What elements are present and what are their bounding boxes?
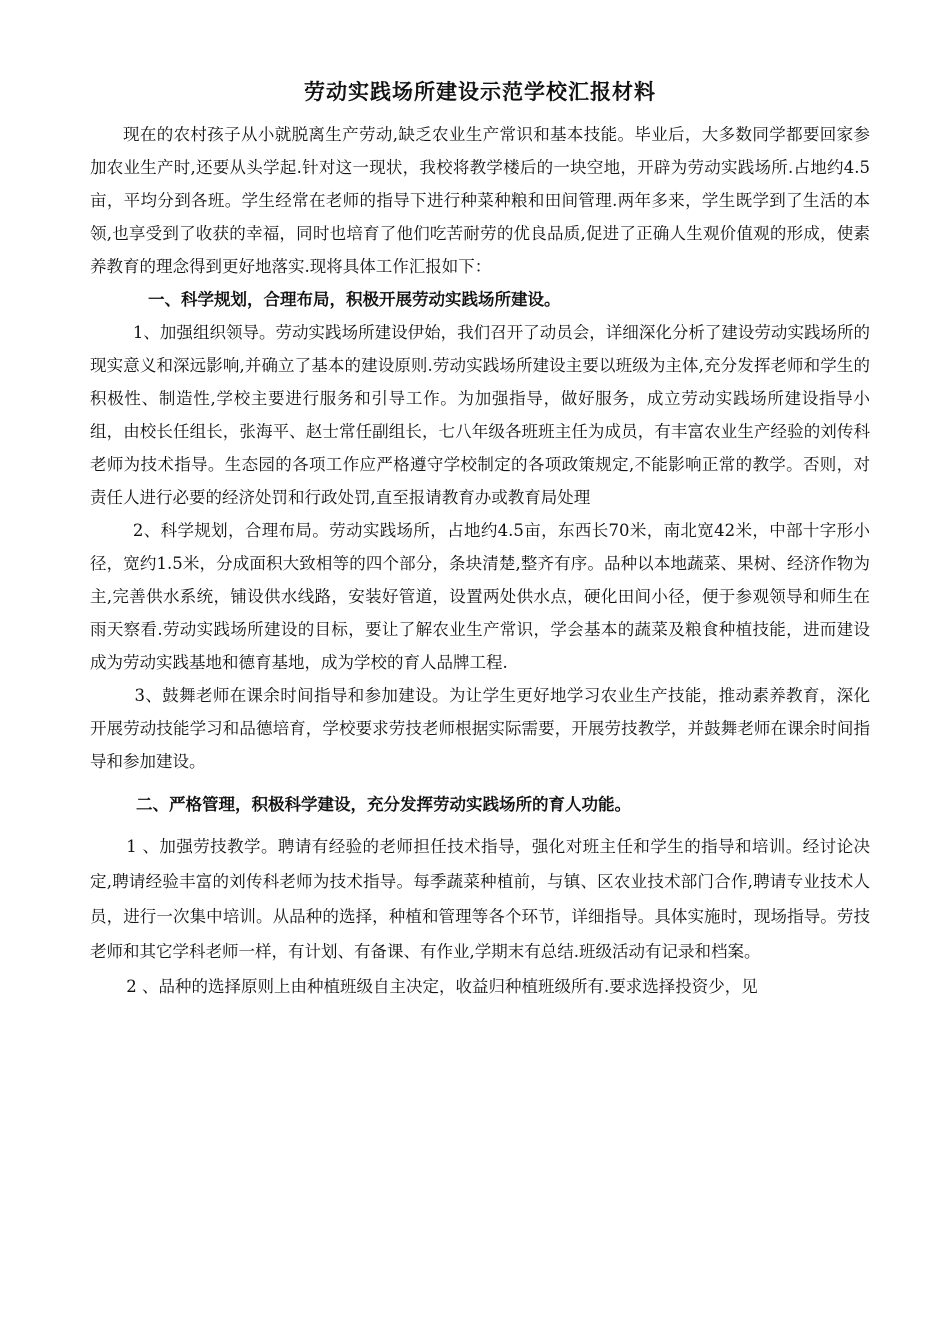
- section-2-heading: 二、严格管理，积极科学建设，充分发挥劳动实践场所的育人功能。: [136, 795, 631, 814]
- section-1-item-2: 2、科学规划，合理布局。劳动实践场所，占地约4.5亩，东西长70米，南北宽42米，中部十字形小径，宽约1.5米，分成面积大致相等的四个部分，条块清楚,整齐有序。品种以本地蔬菜、果树、经济作物为主,完善供水系统，铺设供水线路，安装好管道，设置两处供水点，硬化田间小径，便于参观领导和师生在雨天察看.劳动实践场所建设的目标，要让了解农业生产常识，学会基本的蔬菜及粮食种植技能，进而建设成为劳动实践基地和德育基地，成为学校的育人品牌工程.: [90, 521, 870, 672]
- intro-paragraph: 现在的农村孩子从小就脱离生产劳动,缺乏农业生产常识和基本技能。毕业后，大多数同学都要回家参加农业生产时,还要从头学起.针对这一现状，我校将教学楼后的一块空地，开辟为劳动实践场所.占地约4.5亩，平均分到各班。学生经常在老师的指导下进行种菜种粮和田间管理.两年多来，学生既学到了生活的本领,也享受到了收获的幸福，同时也培育了他们吃苦耐劳的优良品质,促进了正确人生观价值观的形成，使素养教育的理念得到更好地落实.现将具体工作汇报如下：: [90, 125, 870, 276]
- section-1-item-3: 3、鼓舞老师在课余时间指导和参加建设。为让学生更好地学习农业生产技能，推动素养教育，深化开展劳动技能学习和品德培育，学校要求劳技老师根据实际需要，开展劳技教学，并鼓舞老师在课余时间指导和参加建设。: [90, 686, 870, 771]
- document-page: [90, 72, 870, 1004]
- section-1-item-1: 1、加强组织领导。劳动实践场所建设伊始，我们召开了动员会，详细深化分析了建设劳动实践场所的现实意义和深远影响,并确立了基本的建设原则.劳动实践场所建设主要以班级为主体,充分发挥老师和学生的积极性、制造性,学校主要进行服务和引导工作。为加强指导，做好服务，成立劳动实践场所建设指导小组，由校长任组长，张海平、赵士常任副组长，七八年级各班班主任为成员，有丰富农业生产经验的刘传科老师为技术指导。生态园的各项工作应严格遵守学校制定的各项政策规定,不能影响正常的教学。否则，对责任人进行必要的经济处罚和行政处罚,直至报请教育办或教育局处理: [90, 323, 870, 507]
- section-2-item-1: 1 、加强劳技教学。聘请有经验的老师担任技术指导，强化对班主任和学生的指导和培训。经讨论决定,聘请经验丰富的刘传科老师为技术指导。每季蔬菜种植前，与镇、区农业技术部门合作,聘请专业技术人员，进行一次集中培训。从品种的选择，种植和管理等各个环节，详细指导。具体实施时，现场指导。劳技老师和其它学科老师一样，有计划、有备课、有作业,学期末有总结.班级活动有记录和档案。: [90, 837, 870, 961]
- document-title: 劳动实践场所建设示范学校汇报材料: [304, 80, 656, 104]
- section-1-heading: 一、科学规划，合理布局，积极开展劳动实践场所建设。: [148, 290, 561, 309]
- section-2-item-2: 2 、品种的选择原则上由种植班级自主决定，收益归种植班级所有.要求选择投资少，见: [126, 977, 758, 996]
